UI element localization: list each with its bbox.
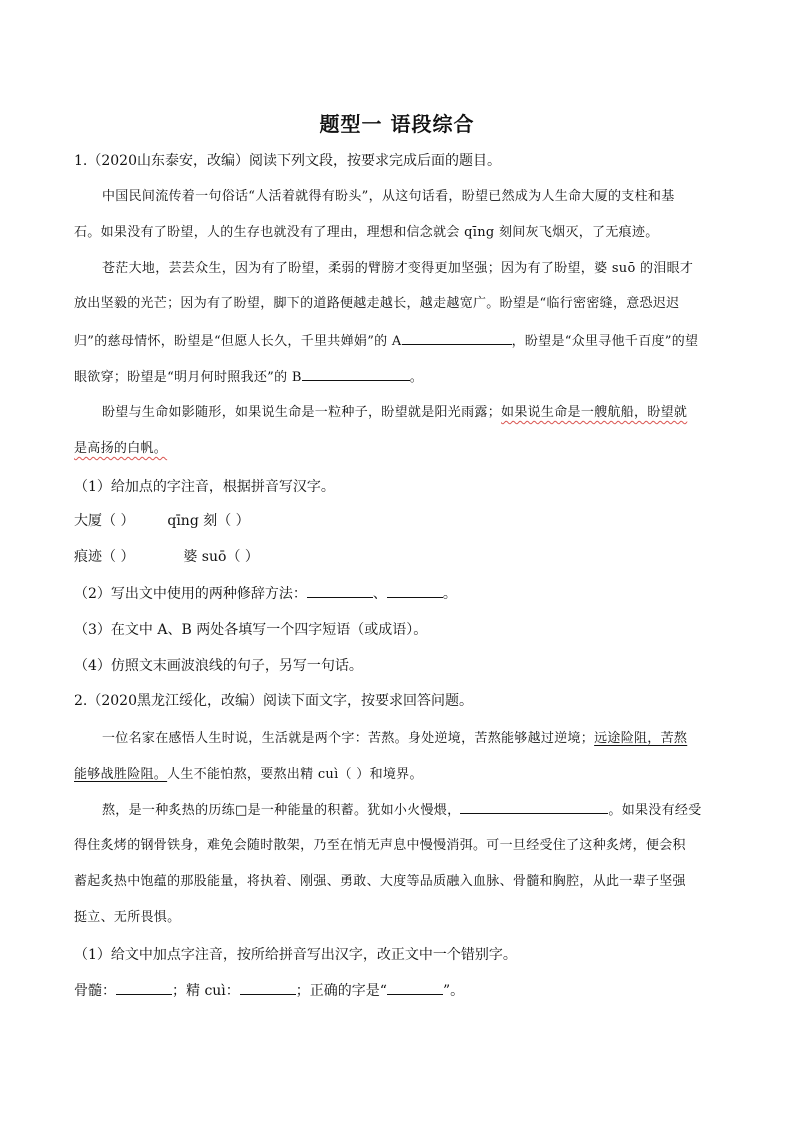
answer-label: ”。 xyxy=(442,983,465,999)
q2-passage-line xyxy=(102,799,702,822)
wavy-underlined-sentence: 如果说生命是一艘航船，盼望就 xyxy=(501,405,688,420)
blank-a[interactable] xyxy=(402,330,512,345)
q1-passage-text: 盼望与生命如影随形，如果说生命是一粒种子，盼望就是阳光雨露； xyxy=(102,405,502,420)
q1-passage-line: 石。如果没有了盼望，人的生存也就没有了理由，理想和信念就会 qīng 刻间灰飞烟灭，了无痕迹。 xyxy=(74,225,659,240)
q1-passage-text: 眼欲穿；盼望是“明月何时照我还”的 B xyxy=(74,370,302,385)
q2-passage-text: 熬，是一种炙热的历练□是一种能量的积蓄。犹如小火慢煨， xyxy=(102,803,461,818)
page-title: 题型一 语段综合 xyxy=(319,112,475,136)
q1-passage-line: 中国民间流传着一句俗话“人活着就得有盼头”，从这句话看，盼望已然成为人生命大厦的支柱和基 xyxy=(102,189,675,204)
q2-answer-row xyxy=(74,980,464,1002)
q1-passage-line: 苍茫大地，芸芸众生，因为有了盼望，柔弱的臂膀才变得更加坚强；因为有了盼望，婆 suō 的泪眼才 xyxy=(102,261,694,276)
answer-blank[interactable] xyxy=(116,980,172,995)
q1-answer-row xyxy=(74,510,250,532)
answer-blank[interactable] xyxy=(240,980,296,995)
wavy-underlined-sentence: 是高扬的白帆。 xyxy=(74,441,168,456)
answer-label: 骨髓： xyxy=(74,983,116,999)
q2-passage-line xyxy=(74,764,423,786)
q2-passage-line xyxy=(102,728,687,750)
q1-passage-line xyxy=(74,330,698,353)
q2-passage-line: 得住炙烤的钢骨铁身，难免会随时散架，乃至在悄无声息中慢慢消弭。可一旦经受住了这种炙烤，便会积 xyxy=(74,838,686,853)
q1-passage-line xyxy=(74,366,423,389)
answer-item: 大厦（ ） xyxy=(74,513,135,529)
q2-subquestion-1: （1）给文中加点字注音，按所给拼音写出汉字，改正文中一个错别字。 xyxy=(74,947,517,963)
q1-header: 1.（2020山东泰安，改编）阅读下列文段，按要求完成后面的题目。 xyxy=(74,153,501,169)
answer-blank[interactable] xyxy=(387,980,443,995)
blank-b[interactable] xyxy=(302,366,410,381)
q2-header: 2.（2020黑龙江绥化，改编）阅读下面文字，按要求回答问题。 xyxy=(74,693,473,709)
q2-passage-text: 。如果没有经受 xyxy=(608,803,702,818)
q1-subquestion-4: （4）仿照文末画波浪线的句子，另写一句话。 xyxy=(74,658,363,674)
question-text: （2）写出文中使用的两种修辞方法： xyxy=(74,586,307,602)
answer-label: ；正确的字是“ xyxy=(295,983,387,999)
q1-passage-text: 。 xyxy=(409,370,423,385)
answer-label: ；精 cuì： xyxy=(172,983,240,999)
underlined-sentence: 远途险阻，苦熬 xyxy=(594,731,688,746)
q1-subquestion-1: （1）给加点的字注音，根据拼音写汉字。 xyxy=(74,479,335,495)
question-text: 。 xyxy=(442,586,457,602)
q2-passage-text: 一位名家在感悟人生时说，生活就是两个字：苦熬。身处逆境，苦熬能够越过逆境； xyxy=(102,731,595,746)
answer-blank[interactable] xyxy=(387,583,443,598)
q2-passage-line: 蓄起炙热中饱蕴的那股能量，将执着、刚强、勇敢、大度等品质融入血脉、骨髓和胸腔，从此一辈子坚强 xyxy=(74,874,686,889)
q1-answer-row xyxy=(74,546,259,568)
answer-blank[interactable] xyxy=(307,583,373,598)
q2-passage-line: 挺立、无所畏惧。 xyxy=(74,910,181,925)
q1-passage-text: ，盼望是“众里寻他千百度”的望 xyxy=(511,334,699,349)
answer-item: 痕迹（ ） xyxy=(74,549,135,565)
q1-passage-text: 归”的慈母情怀，盼望是“但愿人长久，千里共婵娟”的 A xyxy=(74,334,402,349)
answer-item: 婆 suō（ ） xyxy=(183,549,259,565)
q1-subquestion-3: （3）在文中 A、B 两处各填写一个四字短语（或成语）。 xyxy=(74,622,428,638)
q1-passage-line: 放出坚毅的光芒；因为有了盼望，脚下的道路便越走越长，越走越宽广。盼望是“临行密密缝，意恐迟迟 xyxy=(74,296,680,311)
q1-passage-line xyxy=(74,438,167,460)
answer-blank[interactable] xyxy=(460,799,608,814)
q1-subquestion-2 xyxy=(74,583,457,605)
q1-passage-line xyxy=(102,402,687,424)
question-text: 、 xyxy=(372,586,387,602)
q2-passage-text: 人生不能怕熬，要熬出精 cuì（ ）和境界。 xyxy=(167,767,423,782)
answer-item: qīng 刻（ ） xyxy=(167,513,250,529)
underlined-sentence: 能够战胜险阻。 xyxy=(74,767,168,782)
